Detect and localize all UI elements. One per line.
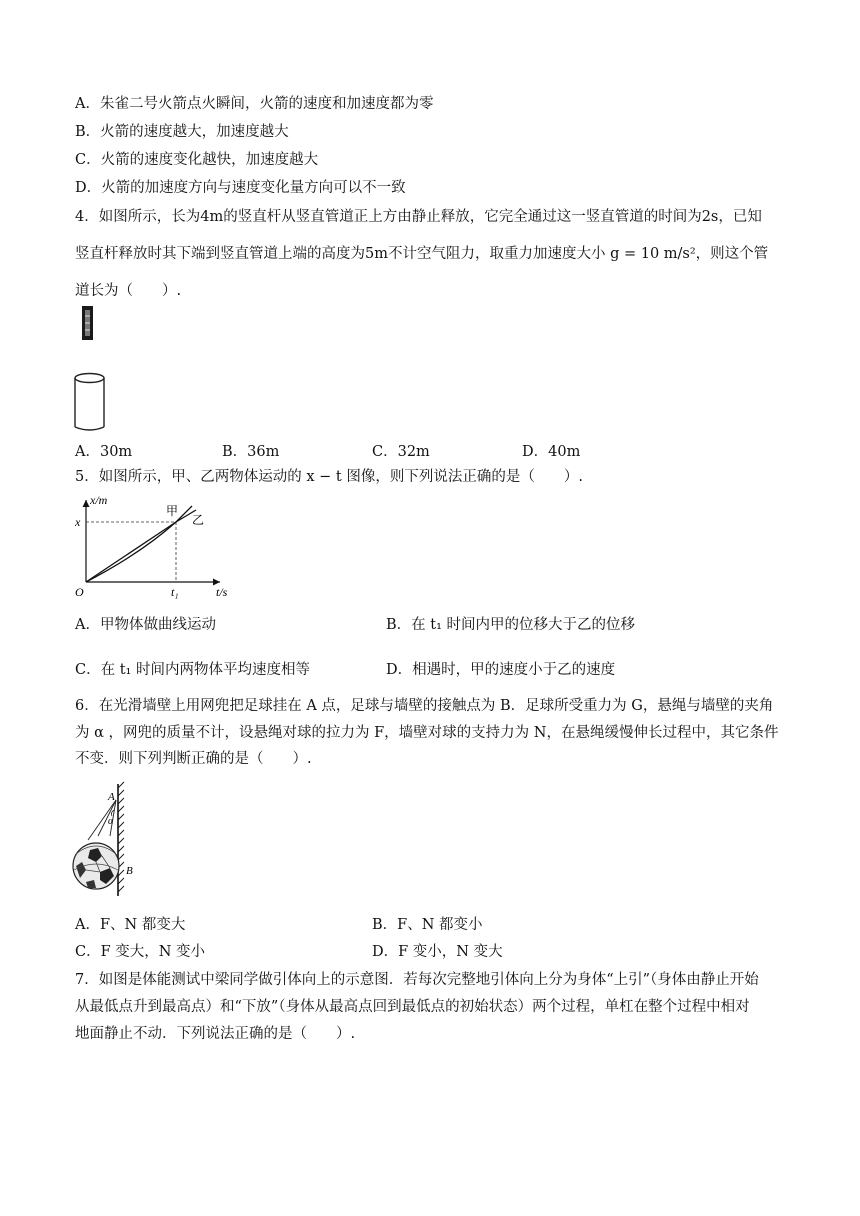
q6-option-a: A．F、N 都变大 bbox=[75, 917, 186, 933]
q3-option-b: B．火箭的速度越大，加速度越大 bbox=[75, 124, 289, 140]
x-axis-label: t/s bbox=[216, 585, 228, 599]
q4-option-c: C．32m bbox=[372, 444, 430, 460]
q4-option-d: D．40m bbox=[522, 444, 581, 460]
q4-option-a: A．30m bbox=[75, 444, 133, 460]
football-icon bbox=[73, 843, 119, 889]
point-b-label: B bbox=[126, 865, 133, 877]
q3-option-c: C．火箭的速度变化越快，加速度越大 bbox=[75, 152, 319, 168]
x-value-label: x bbox=[75, 515, 81, 529]
q4-text-line1: 4．如图所示，长为4m的竖直杆从竖直管道正上方由静止释放，它完全通过这一竖直管道的时间为2s，已知 bbox=[75, 209, 762, 225]
series-yi-label: 乙 bbox=[192, 513, 205, 527]
q3-option-d: D．火箭的加速度方向与速度变化量方向可以不一致 bbox=[75, 180, 406, 196]
pipe-icon bbox=[75, 374, 104, 431]
q4-option-b: B．36m bbox=[222, 444, 280, 460]
t1-label: t₁ bbox=[171, 585, 179, 599]
q6-text-line1: 6．在光滑墙壁上用网兜把足球挂在 A 点，足球与墙壁的接触点为 B．足球所受重力为 G，悬绳与墙壁的夹角 bbox=[75, 698, 774, 714]
q5-graph bbox=[70, 492, 240, 604]
q7-text-line3: 地面静止不动．下列说法正确的是（ ）. bbox=[75, 1026, 356, 1042]
q5-text-line1: 5．如图所示，甲、乙两物体运动的 x − t 图像，则下列说法正确的是（ ）. bbox=[75, 469, 583, 485]
q6-figure bbox=[70, 780, 150, 900]
q6-text-line3: 不变．则下列判断正确的是（ ）. bbox=[75, 751, 312, 767]
rod-icon bbox=[82, 306, 93, 340]
point-a-label: A bbox=[108, 791, 115, 803]
origin-label: O bbox=[75, 585, 84, 599]
q4-text-line2: 竖直杆释放时其下端到竖直管道上端的高度为5m不计空气阻力，取重力加速度大小 g = 10 m/s²，则这个管 bbox=[75, 246, 769, 262]
q6-text-line2: 为 α ，网兜的质量不计，设悬绳对球的拉力为 F，墙壁对球的支持力为 N，在悬绳缓慢伸长过程中，其它条件 bbox=[75, 725, 779, 741]
q4-figure bbox=[70, 300, 130, 435]
y-axis-label: x/m bbox=[90, 493, 108, 507]
q6-option-b: B．F、N 都变小 bbox=[372, 917, 483, 933]
q6-option-d: D．F 变小，N 变大 bbox=[372, 944, 503, 960]
wall-icon bbox=[118, 782, 124, 896]
line-yi bbox=[86, 510, 196, 582]
q5-option-d: D．相遇时，甲的速度小于乙的速度 bbox=[386, 662, 616, 678]
q7-text-line2: 从最低点升到最高点）和“下放”（身体从最高点回到最低点的初始状态）两个过程，单杠在整个过程中相对 bbox=[75, 999, 750, 1015]
series-jia-label: 甲 bbox=[166, 504, 179, 518]
q5-option-c: C．在 t₁ 时间内两物体平均速度相等 bbox=[75, 662, 310, 678]
q6-option-c: C．F 变大，N 变小 bbox=[75, 944, 206, 960]
q3-option-a: A．朱雀二号火箭点火瞬间，火箭的速度和加速度都为零 bbox=[75, 96, 434, 112]
q5-option-a: A．甲物体做曲线运动 bbox=[75, 617, 216, 633]
q5-option-b: B．在 t₁ 时间内甲的位移大于乙的位移 bbox=[386, 617, 636, 633]
q7-text-line1: 7．如图是体能测试中梁同学做引体向上的示意图．若每次完整地引体向上分为身体“上引”（身体由静止开始 bbox=[75, 972, 759, 988]
alpha-label: α bbox=[108, 816, 114, 827]
q4-text-line3: 道长为（ ）. bbox=[75, 283, 182, 299]
